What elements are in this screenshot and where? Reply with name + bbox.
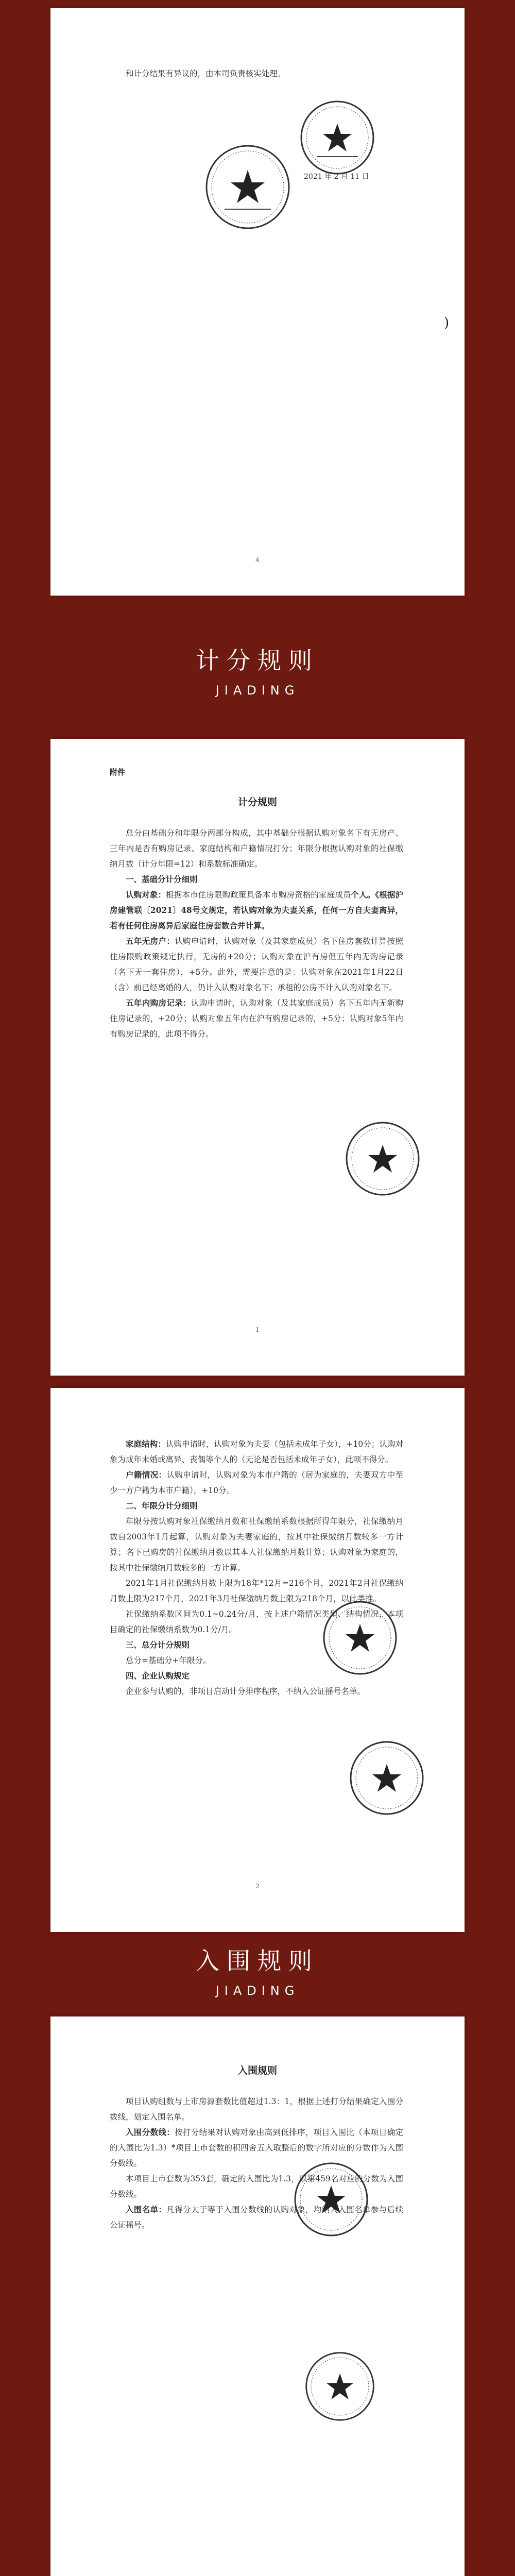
section-title: 计分规则	[196, 647, 319, 674]
company-seal-bottom	[304, 2350, 376, 2422]
score-line-lead: 入围分数线：	[126, 2127, 175, 2137]
company-seal-bottom	[348, 1739, 425, 1817]
intro-paragraph: 总分由基础分和年限分两部分构成，其中基础分根据认购对象名下有无房产、三年内是否有购房记录、家庭结构和户籍情况打分；年限分根据认购对象的社保缴纳月数（计分年限=12）和系数标准确定。	[110, 828, 403, 869]
total-formula: 总分=基础分+年限分。	[126, 1656, 211, 1665]
no-house-lead: 五年无房户：	[126, 936, 175, 946]
page2-text-block	[110, 825, 403, 1042]
units-paragraph: 本项目上市套数为353套，确定的入围比为1.3，以第459名对应的分数为入围分数线。	[110, 2174, 403, 2199]
page-edge-mark: )	[444, 315, 450, 331]
page-number: 4	[255, 556, 260, 564]
no-house-text: 认购申请时，认购对象（及其家庭成员）名下住房套数计算按照住房限购政策规定执行，无房的+20分；认购对象在沪有房但五年内无购房记录（名下无一套住房），+5分。此外，需要注意的是：认购对象在2021年1月22日（含）前已经离婚的人，仍计入认购对象名下；承租的公房不计入认购对象名下。	[110, 937, 403, 992]
ratio-paragraph: 项目认购组数与上市房源套数比值超过1.3：1，根据上述打分结果确定入围分数线，划定入围名单。	[110, 2097, 403, 2122]
buyer-paragraph	[110, 887, 403, 934]
purchase-record-lead: 五年内购房记录：	[126, 998, 191, 1008]
family-structure-text: 认购申请时，认购对象为夫妻（包括未成年子女），+10分；认购对象为成年未婚或离异、丧偶等个人的（无论是否包括未成年子女），此项不得分。	[110, 1439, 403, 1464]
score-line-text: 按打分结果对认购对象由高到低排序，项目入围比（本项目确定的入围比为1.3）*项目上市套数的积四舍五入取整后的数字所对应的分数作为入围分数线。	[110, 2128, 403, 2168]
heading-enterprise: 四、企业认购规定	[126, 1671, 190, 1681]
heading-total-score: 三、总分计分规则	[126, 1640, 190, 1650]
section-subtitle: JIADING	[215, 683, 300, 698]
document-page-1	[50, 8, 465, 596]
section-header-scoring-rules	[0, 642, 515, 698]
family-structure-paragraph	[110, 1436, 403, 1467]
signature-date: 2021 年 2 月 11 日	[304, 173, 369, 181]
company-seal	[344, 1120, 421, 1197]
company-seal-left	[204, 143, 291, 231]
buyer-bold-text: 个人。《根据沪房建管联〔2021〕48号文规定，若认购对象为夫妻关系，任何一方自夫妻离异，若有任何住房离异后家庭住房套数合并计算。	[110, 890, 403, 930]
attachment-label: 附件	[110, 768, 126, 777]
company-seal-top	[293, 2161, 370, 2238]
coefficient-paragraph: 社保缴纳系数区间为0.1~0.24分/月，按上述户籍情况类型、结构情况，本项目确定的社保缴纳系数为0.1分/月。	[110, 1609, 403, 1634]
enterprise-paragraph: 企业参与认购的，非项目启动计分排序程序，不纳入公证摇号名单。	[126, 1687, 366, 1696]
page1-text-block	[110, 66, 403, 81]
heading-basic-score: 一、基础分计分细则	[126, 874, 198, 884]
page-number: 2	[255, 1883, 260, 1890]
document-page-3	[50, 1388, 465, 1932]
page1-paragraph: 和计分结果有异议的，由本司负责核实处理。	[126, 69, 286, 78]
section-title: 入围规则	[196, 1947, 319, 1975]
shortlist-text: 凡得分大于等于入围分数线的认购对象，均纳入入围名单参与后续公证摇号。	[110, 2205, 403, 2230]
company-seal-right	[299, 99, 376, 176]
company-seal-top	[321, 1599, 399, 1676]
household-lead: 户籍情况：	[126, 1470, 167, 1480]
doc-title: 入围规则	[237, 2065, 277, 2076]
years-paragraph: 年限分按认购对象社保缴纳月数和社保缴纳系数根据所得年限分，社保缴纳月数自2003年1月起算，认购对象为夫妻家庭的，按其中社保缴纳月数较多一方计算；名下已购房的社保缴纳月数以其本人社保缴纳月数计算；认购对象为家庭的，按其中社保缴纳月数较多的一方计算。	[110, 1517, 403, 1572]
section-subtitle: JIADING	[215, 1984, 300, 1998]
heading-years-score: 二、年限分计分细则	[126, 1501, 198, 1511]
household-text: 认购申请时，认购对象为本市户籍的（居为家庭的，夫妻双方中至少一方户籍为本市户籍），+10分。	[110, 1470, 403, 1495]
page-number: 1	[255, 1326, 260, 1333]
shortlist-lead: 入围名单：	[126, 2205, 167, 2214]
section-header-admission-rules	[0, 1942, 515, 1998]
buyer-lead: 认购对象：	[126, 890, 166, 900]
household-paragraph	[110, 1467, 403, 1498]
document-page-2	[50, 739, 465, 1376]
purchase-record-paragraph	[110, 995, 403, 1042]
buyer-text: 根据本市住房限购政策具备本市购房资格的家庭成员	[166, 890, 351, 900]
family-structure-lead: 家庭结构：	[126, 1439, 166, 1449]
document-page-4	[50, 2016, 465, 2576]
months-paragraph: 2021年1月社保缴纳月数上限为18年*12月=216个月，2021年2月社保缴纳月数上限为217个月，2021年3月社保缴纳月数上限为218个月，以此类推。	[110, 1579, 403, 1603]
purchase-record-text: 认购申请时，认购对象（及其家庭成员）名下五年内无新购住房记录的，+20分；认购对象五年内在沪有购房记录的，+5分；认购对象5年内有购房记录的，此项不得分。	[110, 998, 403, 1039]
doc-title: 计分规则	[237, 796, 277, 808]
no-house-paragraph	[110, 934, 403, 995]
